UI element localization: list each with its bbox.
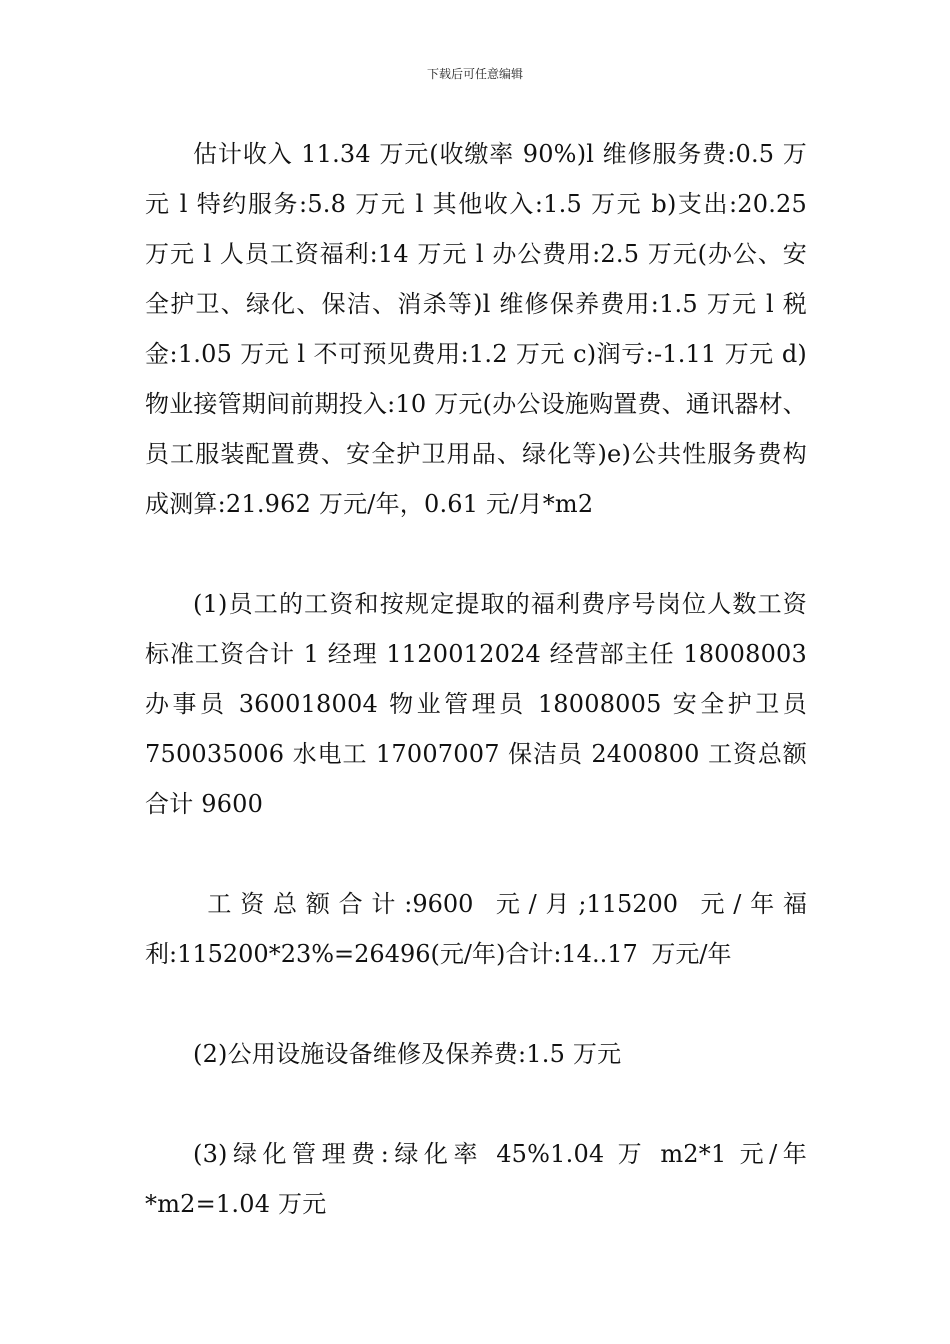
document-body (145, 129, 807, 1229)
paragraph-facility-maintenance: (2)公用设施设备维修及保养费:1.5 万元 (193, 1040, 622, 1068)
page-header: 下载后可任意编辑 (426, 67, 523, 81)
paragraph-greening-fee: (3)绿化管理费:绿化率 45%1.04 万 m2*1 元/年*m2=1.04 万元 (145, 1140, 807, 1218)
paragraph-income-expense: 估计收入 11.34 万元(收缴率 90%)l 维修服务费:0.5 万元 l 特约服务:5.8 万元 l 其他收入:1.5 万元 b)支出:20.25 万元 l 人员工资福利:14 万元 l 办公费用:2.5 万元(办公、安全护卫、绿化、保洁、消杀等)l 维修保养费用:1.5 万元 l 税金:1.05 万元 l 不可预见费用:1.2 万元 c)润亏:-1.11 万元 d)物业接管期间前期投入:10 万元(办公设施购置费、通讯器材、员工服装配置费、安全护卫用品、绿化等)e)公共性服务费构成测算:21.962 万元/年，0.61 元/月*m2 (145, 140, 807, 518)
paragraph-staff-wages: (1)员工的工资和按规定提取的福利费序号岗位人数工资标准工资合计 1 经理 1120012024 经营部主任 18008003 办事员 360018004 物业管理员 18008005 安全护卫员 750035006 水电工 17007007 保洁员 2400800 工资总额合计 9600 (145, 590, 807, 818)
paragraph-wage-total: 工资总额合计:9600 元/月;115200 元/年福利:115200*23%=26496(元/年)合计:14..17 万元/年 (145, 890, 807, 968)
